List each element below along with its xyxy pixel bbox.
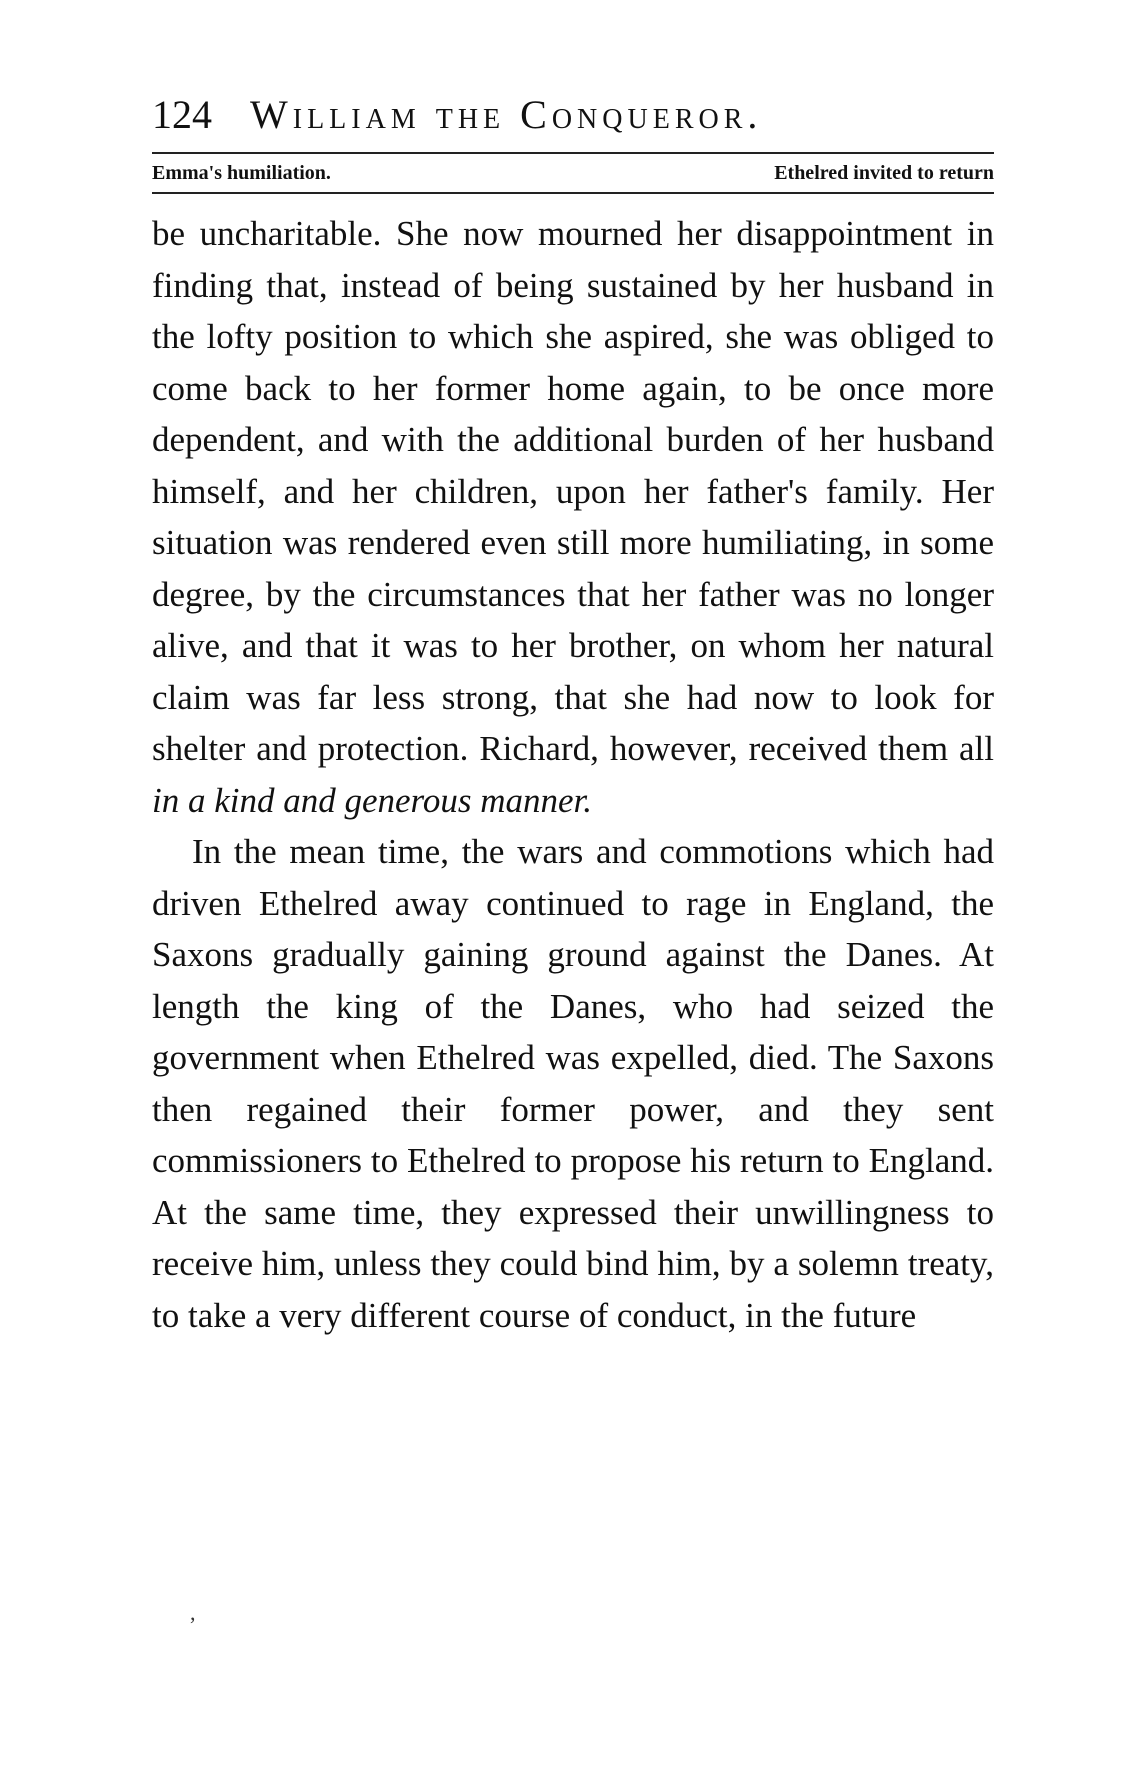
right-subhead: Ethelred invited to return	[774, 162, 994, 184]
subhead-row	[152, 154, 994, 192]
paragraph-1-text: be uncharitable. She now mourned her disappointment in finding that, instead of being sustained by her husband in the lofty position to which she aspired, she was obliged to come back to her former home again, to be once more dependent, and with the additional burden of her husband himself, and her children, upon her father's family. Her situation was rendered even still more humiliating, in some degree, by the circumstances that her father was no longer alive, and that it was to her brother, on whom her natural claim was far less strong, that she had now to look for shelter and protection. Richard, however, received them all	[152, 214, 994, 768]
left-subhead: Emma's humiliation.	[152, 162, 331, 184]
body-text	[152, 208, 994, 1341]
page-number: 124	[152, 92, 212, 137]
stray-print-marks: ,	[190, 1600, 196, 1625]
book-title: William the Conqueror.	[250, 92, 763, 137]
paragraph-1-italic-ending: in a kind and generous manner.	[152, 780, 593, 820]
paragraph-1	[152, 208, 994, 826]
book-page	[152, 90, 994, 1341]
paragraph-2: In the mean time, the wars and commotions which had driven Ethelred away continued to rage in England, the Saxons gradually gaining ground against the Danes. At length the king of the Danes, who had seized the government when Ethelred was expelled, died. The Saxons then regained their former power, and they sent commissioners to Ethelred to propose his return to England. At the same time, they expressed their unwillingness to receive him, unless they could bind him, by a solemn treaty, to take a very different course of conduct, in the future	[152, 832, 994, 1335]
running-head	[152, 90, 994, 140]
header-rule-bottom	[152, 192, 994, 194]
